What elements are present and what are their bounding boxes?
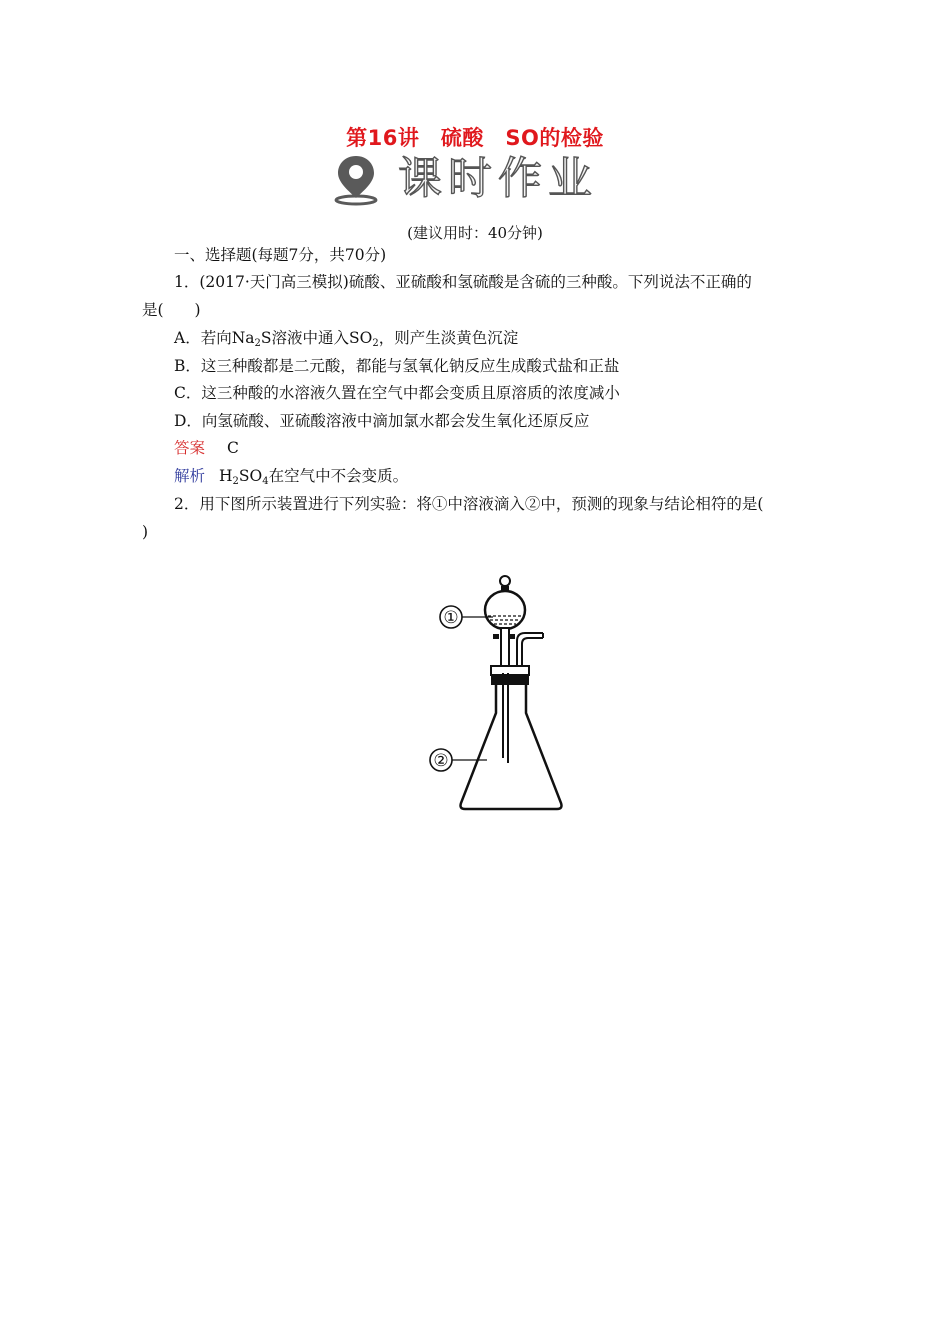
question-1-stem-line1: 1．(2017·天门高三模拟)硫酸、亚硫酸和氢硫酸是含硫的三种酸。下列说法不正确的 bbox=[174, 273, 752, 291]
question-1-explanation: 解析 $H_2SO_4$在空气中不会变质。 bbox=[174, 467, 409, 487]
homework-banner bbox=[328, 152, 618, 206]
question-1-option-d: D．向氢硫酸、亚硫酸溶液中滴加氯水都会发生氧化还原反应 bbox=[174, 412, 590, 430]
question-2-stem-line2: ) bbox=[142, 523, 149, 541]
question-1-option-a: A．若向$Na_2S$溶液中通入$SO_2$，则产生淡黄色沉淀 bbox=[174, 329, 519, 349]
question-1-answer bbox=[174, 438, 239, 458]
banner-text: 课时作业 bbox=[398, 153, 598, 204]
question-1-stem-line2: 是( ) bbox=[142, 301, 201, 319]
conical-flask bbox=[461, 685, 562, 809]
question-1-option-c: C．这三种酸的水溶液久置在空气中都会变质且原溶质的浓度减小 bbox=[174, 384, 620, 402]
label-2: ② bbox=[433, 751, 449, 771]
location-pin-icon bbox=[328, 152, 384, 206]
explanation-label: 解析 bbox=[174, 467, 206, 485]
question-1-option-b: B．这三种酸都是二元酸，都能与氢氧化钠反应生成酸式盐和正盐 bbox=[174, 357, 620, 375]
suggested-time: (建议用时：40分钟) bbox=[407, 224, 543, 242]
answer-label: 答案 bbox=[174, 439, 206, 457]
question-2-stem-line1: 2．用下图所示装置进行下列实验：将①中溶液滴入②中，预测的现象与结论相符的是( bbox=[174, 495, 764, 513]
section-heading: 一、选择题(每题7分，共70分) bbox=[174, 246, 387, 264]
apparatus-diagram bbox=[393, 553, 589, 823]
page-title: 第16讲 硫酸 SO的检验 bbox=[346, 126, 604, 150]
rubber-stopper bbox=[491, 666, 529, 675]
answer-value: C bbox=[227, 439, 239, 457]
separatory-funnel bbox=[485, 576, 525, 668]
label-1: ① bbox=[443, 608, 459, 628]
